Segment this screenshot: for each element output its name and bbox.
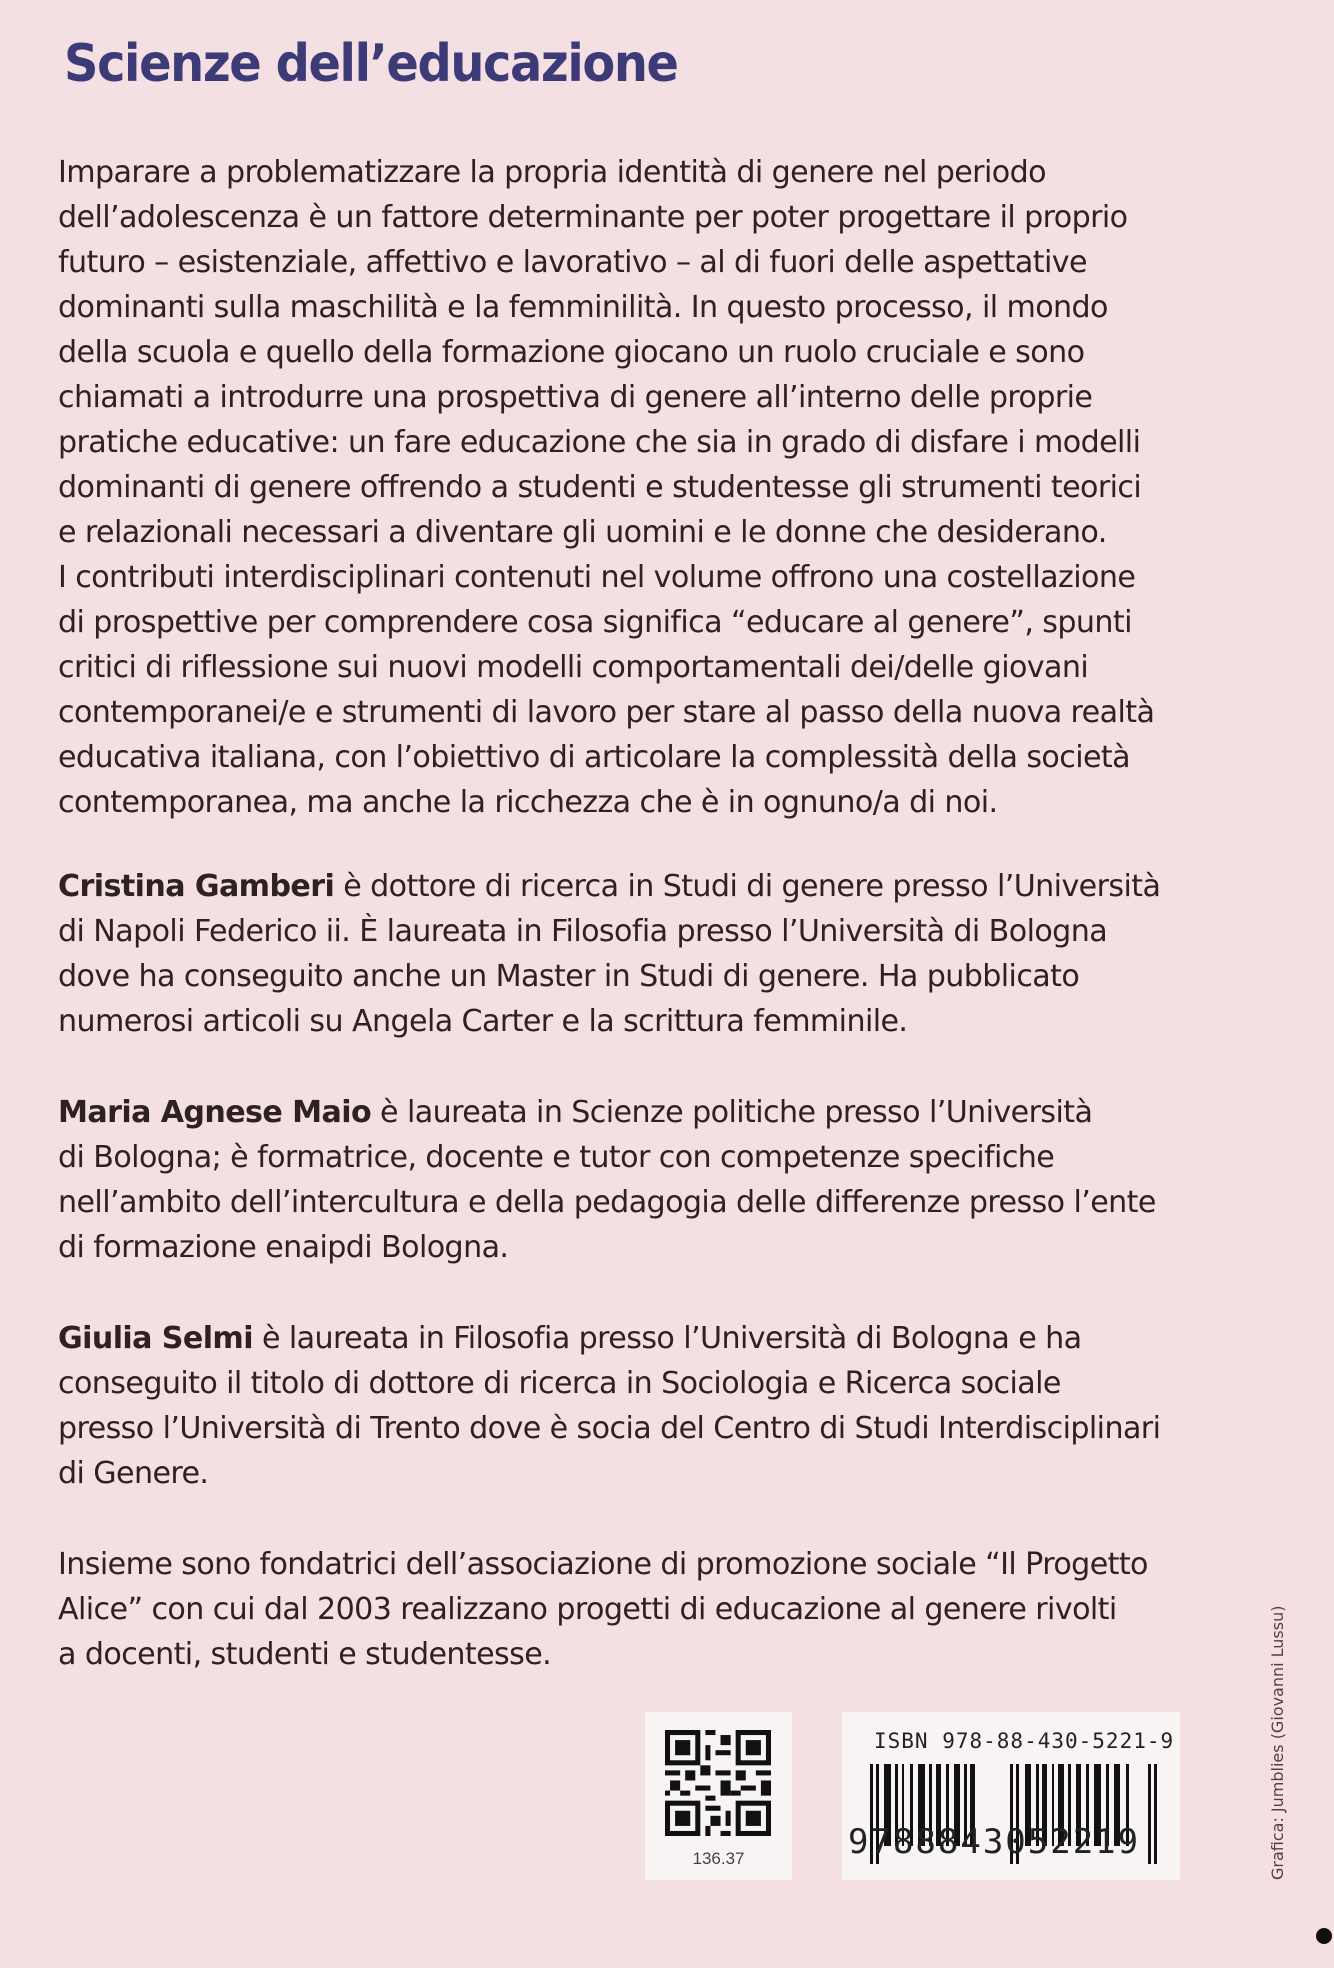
- text-line: di Bologna; è formatrice, docente e tutor con competenze specifiche: [58, 1140, 1055, 1175]
- author-bio-selmi: [58, 1316, 1238, 1496]
- text-line: della scuola e quello della formazione giocano un ruolo cruciale e sono: [58, 335, 1085, 370]
- text-line: di formazione enaipdi Bologna.: [58, 1230, 509, 1265]
- text-line: dominanti di genere offrendo a studenti e studentesse gli strumenti teorici: [58, 470, 1142, 505]
- author-bio-gamberi: [58, 864, 1238, 1044]
- author-name: Maria Agnese Maio: [58, 1095, 372, 1130]
- text-line: è laureata in Filosofia presso l’Università di Bologna e ha: [252, 1321, 1082, 1356]
- text-line: critici di riflessione sui nuovi modelli comportamentali dei/delle giovani: [58, 650, 1089, 685]
- text-line: nell’ambito dell’intercultura e della pedagogia delle differenze presso l’ente: [58, 1185, 1156, 1220]
- series-title: Scienze dell’educazione: [64, 34, 678, 94]
- text-line: pratiche educative: un fare educazione che sia in grado di disfare i modelli: [58, 425, 1141, 460]
- author-name: Giulia Selmi: [58, 1321, 253, 1356]
- text-line: contemporanei/e e strumenti di lavoro per stare al passo della nuova realtà: [58, 695, 1155, 730]
- text-line: conseguito il titolo di dottore di ricerca in Sociologia e Ricerca sociale: [58, 1366, 1061, 1401]
- barcode-digits: 9788843052219: [848, 1822, 1141, 1862]
- text-line: presso l’Università di Trento dove è socia del Centro di Studi Interdisciplinari: [58, 1411, 1161, 1446]
- text-line: è dottore di ricerca in Studi di genere presso l’Università: [334, 869, 1161, 904]
- qr-code-icon: [665, 1730, 771, 1836]
- qr-code-number: 136.37: [692, 1849, 745, 1868]
- text-line: contemporanea, ma anche la ricchezza che è in ognuno/a di noi.: [58, 785, 998, 820]
- text-line: Imparare a problematizzare la propria identità di genere nel periodo: [58, 155, 1046, 190]
- text-line: di prospettive per comprendere cosa significa “educare al genere”, spunti: [58, 605, 1132, 640]
- author-name: Cristina Gamberi: [58, 869, 335, 904]
- text-line: numerosi articoli su Angela Carter e la scrittura femminile.: [58, 1004, 908, 1039]
- design-credit: Grafica: Jumblies (Giovanni Lussu): [1268, 1605, 1287, 1880]
- closing-paragraph: [58, 1542, 1238, 1677]
- text-line: di Napoli Federico ii. È laureata in Filosofia presso l’Università di Bologna: [58, 914, 1108, 949]
- text-line: dominanti sulla maschilità e la femminilità. In questo processo, il mondo: [58, 290, 1108, 325]
- qr-code-label: [645, 1712, 792, 1880]
- text-line: dell’adolescenza è un fattore determinante per poter progettare il proprio: [58, 200, 1128, 235]
- text-line: chiamati a introdurre una prospettiva di genere all’interno delle proprie: [58, 380, 1093, 415]
- text-line: e relazionali necessari a diventare gli uomini e le donne che desiderano.: [58, 515, 1107, 550]
- text-line: I contributi interdisciplinari contenuti nel volume offrono una costellazione: [58, 560, 1136, 595]
- isbn-barcode: [842, 1712, 1180, 1880]
- isbn-label: ISBN 978-88-430-5221-9: [874, 1729, 1175, 1753]
- text-line: Insieme sono fondatrici dell’associazione di promozione sociale “Il Progetto: [58, 1547, 1148, 1582]
- text-line: Alice” con cui dal 2003 realizzano progetti di educazione al genere rivolti: [58, 1592, 1117, 1627]
- text-line: di Genere.: [58, 1456, 209, 1491]
- text-line: dove ha conseguito anche un Master in Studi di genere. Ha pubblicato: [58, 959, 1080, 994]
- author-bio-maio: [58, 1090, 1238, 1270]
- dot-mark: [1316, 1928, 1332, 1944]
- description-paragraph: [58, 150, 1238, 825]
- text-line: educativa italiana, con l’obiettivo di articolare la complessità della società: [58, 740, 1131, 775]
- text-line: è laureata in Scienze politiche presso l’Università: [371, 1095, 1093, 1130]
- text-line: futuro – esistenziale, affettivo e lavorativo – al di fuori delle aspettative: [58, 245, 1087, 280]
- text-line: a docenti, studenti e studentesse.: [58, 1637, 552, 1672]
